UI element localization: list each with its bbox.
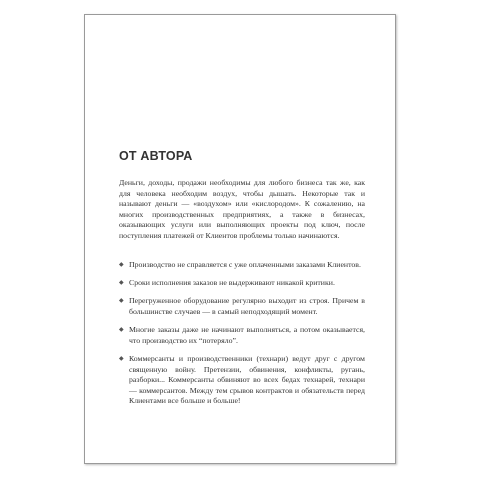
list-item bbox=[119, 296, 365, 317]
list-item-text: Перегруженное оборудование регулярно выходит из строя. Причем в большинстве случаев — в самый неподходящий момент. bbox=[129, 296, 365, 316]
list-item bbox=[119, 325, 365, 346]
list-item bbox=[119, 260, 365, 271]
list-item bbox=[119, 278, 365, 289]
list-item-text: Многие заказы даже не начинают выполняться, а потом оказывается, что производство их “потеряло”. bbox=[129, 325, 365, 345]
diamond-bullet-icon: ◆ bbox=[119, 297, 124, 305]
book-page bbox=[84, 14, 396, 464]
list-item-text: Сроки исполнения заказов не выдерживают никакой критики. bbox=[129, 278, 335, 288]
bullet-list bbox=[119, 260, 365, 415]
list-item-text: Коммерсанты и производственники (технари) ведут друг с другом священную войну. Претензии, обвинения, конфликты, ругань, разборки... Коммерсанты обвиняют во всех бедах технарей, технари — коммерсантов. Между тем срывов контрактов и обязательств перед Клиентами все больше и больше! bbox=[129, 353, 365, 406]
list-item bbox=[119, 354, 365, 407]
diamond-bullet-icon: ◆ bbox=[119, 326, 124, 334]
section-heading: ОТ АВТОРА bbox=[119, 149, 193, 163]
list-item-text: Производство не справляется с уже оплаченными заказами Клиентов. bbox=[129, 260, 361, 269]
diamond-bullet-icon: ◆ bbox=[119, 279, 124, 287]
diamond-bullet-icon: ◆ bbox=[119, 261, 124, 268]
diamond-bullet-icon: ◆ bbox=[119, 354, 124, 362]
intro-paragraph: Деньги, доходы, продажи необходимы для любого бизнеса так же, как для человека необходим воздух, чтобы дышать. Некоторые так и называют деньги — «воздухом» или «кислородом». К сожалению, на многих производственных предприятиях, а также в бизнесах, оказывающих услуги или выполняющих проекты под ключ, после поступления платежей от Клиентов проблемы только начинаются. bbox=[119, 178, 365, 240]
